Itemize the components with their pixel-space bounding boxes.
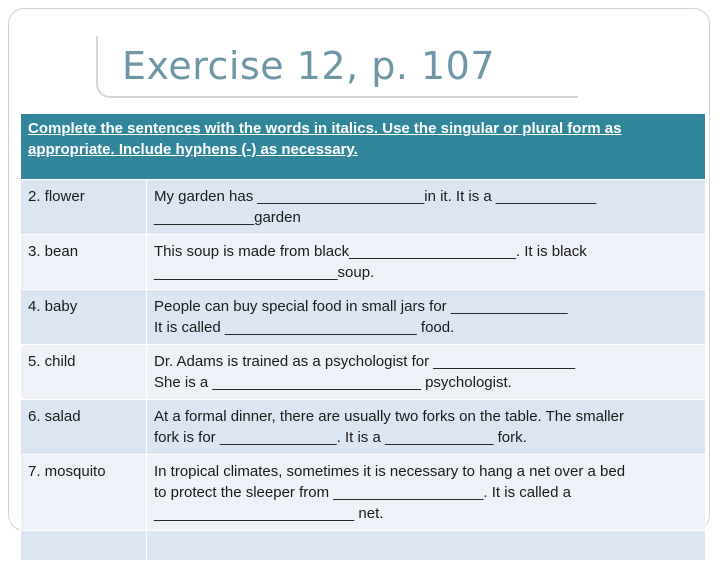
table-row	[21, 400, 706, 455]
sentence-cell	[147, 180, 706, 235]
sentence-cell	[147, 290, 706, 345]
sentence-cell	[147, 345, 706, 400]
word-cell: 2. flower	[21, 180, 147, 235]
sentence-line: This soup is made from black____________________. It is black	[154, 243, 587, 260]
word-cell: 6. salad	[21, 400, 147, 455]
sentence-line: ________________________ net.	[154, 505, 384, 522]
sentence-line: ____________garden	[154, 209, 301, 226]
sentence-cell	[147, 455, 706, 531]
sentence-line: fork is for ______________. It is a _____________ fork.	[154, 429, 527, 446]
sentence-cell-empty	[147, 531, 706, 561]
sentence-line: to protect the sleeper from __________________. It is called a	[154, 484, 571, 501]
sentence-line: Dr. Adams is trained as a psychologist for _________________	[154, 353, 576, 370]
slide-title: Exercise 12, p. 107	[122, 44, 496, 88]
word-cell: 3. bean	[21, 235, 147, 290]
table-row	[21, 290, 706, 345]
instruction-row	[21, 114, 706, 180]
sentence-line: In tropical climates, sometimes it is necessary to hang a net over a bed	[154, 463, 626, 480]
sentence-line: She is a _________________________ psychologist.	[154, 374, 512, 391]
sentence-cell	[147, 400, 706, 455]
table-row	[21, 180, 706, 235]
sentence-line: ______________________soup.	[154, 264, 375, 281]
word-cell: 7. mosquito	[21, 455, 147, 531]
sentence-line: It is called _______________________ food.	[154, 319, 455, 336]
table-row-empty	[21, 531, 706, 561]
word-cell: 4. baby	[21, 290, 147, 345]
instruction-text: Complete the sentences with the words in italics. Use the singular or plural form as appropriate. Include hyphens (-) as necessary.	[28, 120, 622, 158]
exercise-table	[20, 113, 706, 561]
sentence-line: My garden has ____________________in it. It is a ____________	[154, 188, 597, 205]
sentence-line: People can buy special food in small jars for ______________	[154, 298, 568, 315]
instruction-cell	[21, 114, 706, 180]
word-cell-empty	[21, 531, 147, 561]
table-row	[21, 455, 706, 531]
table-row	[21, 345, 706, 400]
table-row	[21, 235, 706, 290]
sentence-line: At a formal dinner, there are usually two forks on the table. The smaller	[154, 408, 624, 425]
sentence-cell	[147, 235, 706, 290]
word-cell: 5. child	[21, 345, 147, 400]
